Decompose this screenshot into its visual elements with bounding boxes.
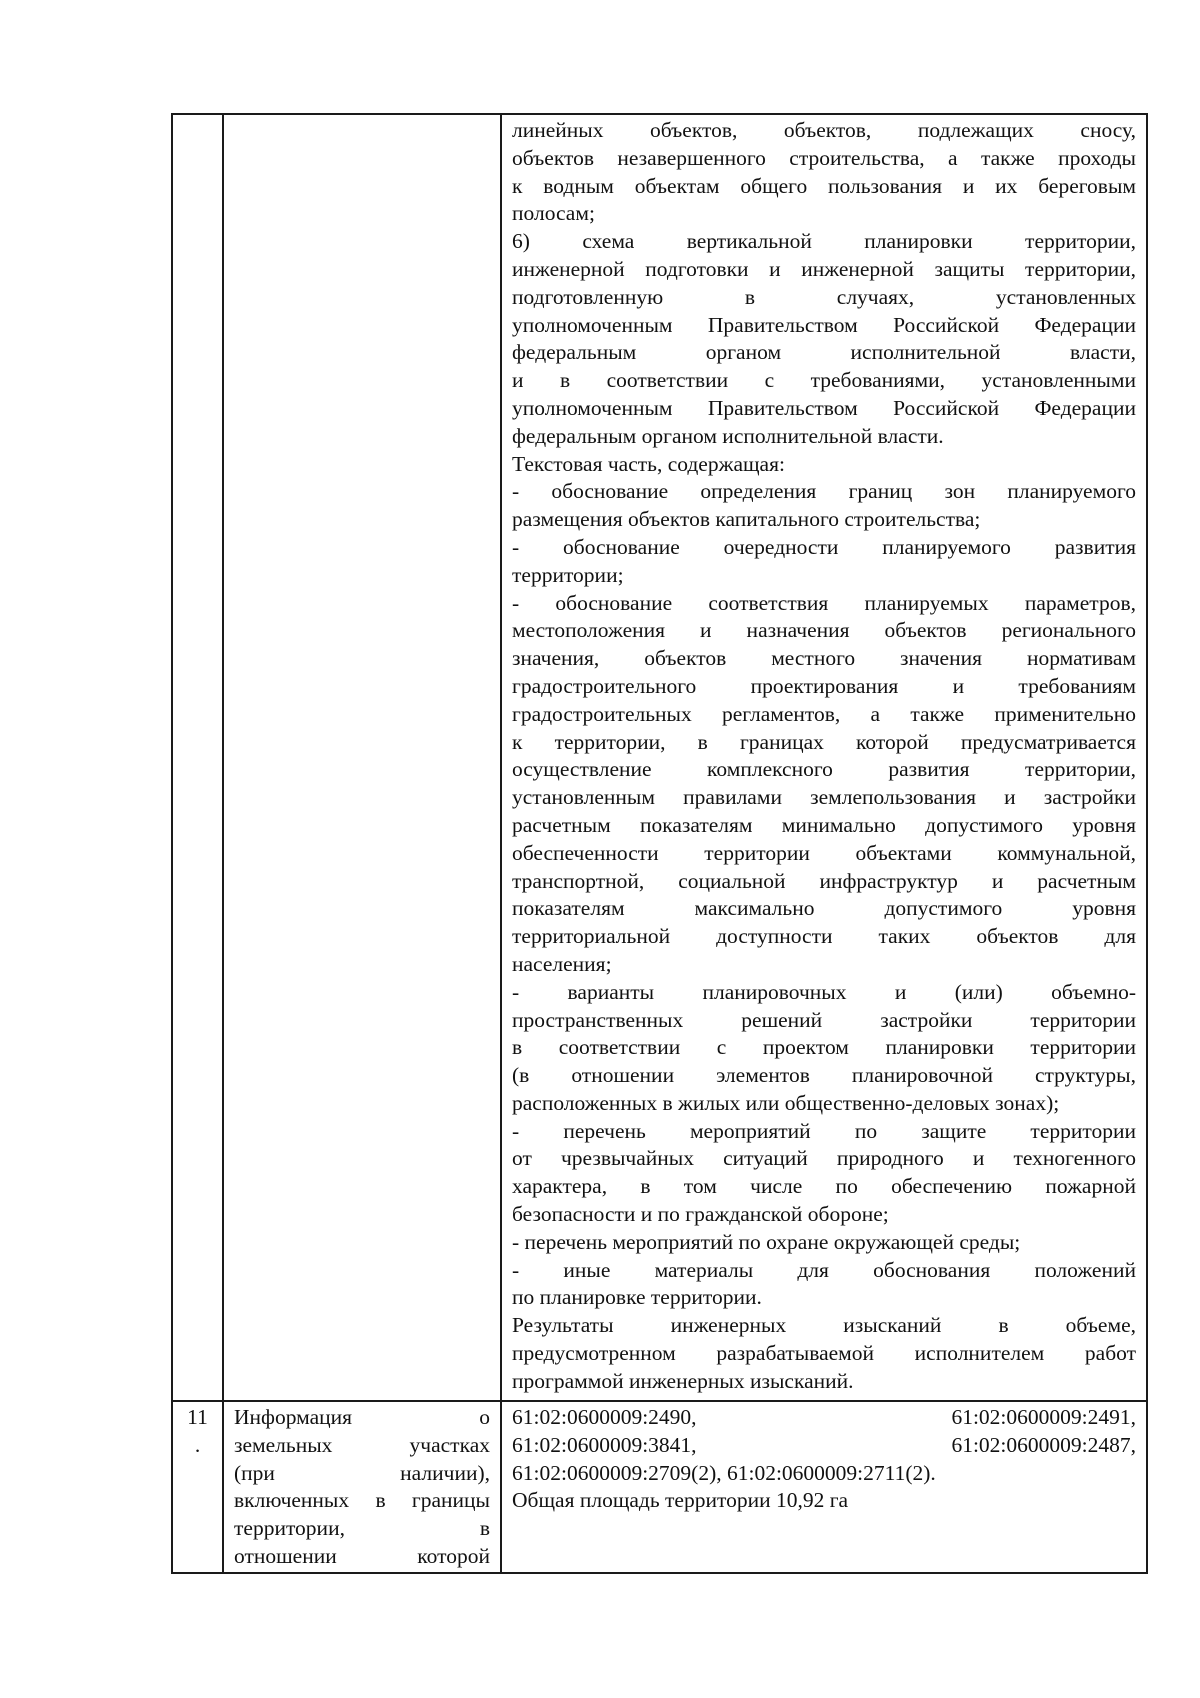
text-line: (при наличии),: [234, 1460, 490, 1485]
text-line: предусмотренном разрабатываемой исполнителем работ: [512, 1341, 1136, 1366]
text-line: обеспеченности территории объектами коммунальной,: [512, 840, 1136, 865]
row-number-cell: [172, 114, 223, 1401]
text-line: показателям максимально допустимого уровня: [512, 896, 1136, 921]
text-line: расчетным показателям минимально допустимого уровня: [512, 812, 1136, 837]
text-line: - обоснование определения границ зон планируемого: [512, 479, 1136, 504]
text-line: - перечень мероприятий по охране окружающей среды;: [512, 1229, 1021, 1254]
text-line: федеральным органом исполнительной власти.: [512, 423, 944, 448]
text-line: - обоснование соответствия планируемых параметров,: [512, 590, 1136, 615]
text-line: по планировке территории.: [512, 1285, 762, 1310]
row-number-cell: [172, 1401, 223, 1573]
text-line: инженерной подготовки и инженерной защиты территории,: [512, 256, 1136, 281]
text-line: Текстовая часть, содержащая:: [512, 451, 785, 476]
text-line: уполномоченным Правительством Российской Федерации: [512, 312, 1136, 337]
text-line: полосам;: [512, 201, 595, 226]
text-line: значения, объектов местного значения нормативам: [512, 646, 1136, 671]
text-line: 61:02:0600009:2490, 61:02:0600009:2491,: [512, 1405, 1136, 1429]
row-value-cell: [501, 1401, 1147, 1573]
text-line: Общая площадь территории 10,92 га: [512, 1488, 849, 1513]
row-number: .: [194, 1432, 201, 1457]
text-line: Информация о: [234, 1405, 490, 1429]
text-line: программой инженерных изысканий.: [512, 1368, 854, 1393]
text-line: 61:02:0600009:2709(2), 61:02:0600009:2711(2).: [512, 1460, 936, 1485]
text-line: размещения объектов капитального строительства;: [512, 507, 981, 532]
text-line: пространственных решений застройки территории: [512, 1007, 1136, 1032]
text-line: территориальной доступности таких объектов для: [512, 924, 1136, 949]
text-line: уполномоченным Правительством Российской Федерации: [512, 395, 1136, 420]
text-line: к территории, в границах которой предусматривается: [512, 729, 1136, 754]
text-line: градостроительного проектирования и требованиям: [512, 673, 1136, 698]
text-line: отношении которой: [234, 1543, 490, 1568]
text-line: транспортной, социальной инфраструктур и расчетным: [512, 868, 1136, 893]
text-line: - обоснование очередности планируемого развития: [512, 534, 1136, 559]
text-line: осуществление комплексного развития территории,: [512, 757, 1136, 782]
text-line: (в отношении элементов планировочной структуры,: [512, 1063, 1136, 1088]
table-row-11: [172, 1401, 1147, 1573]
text-line: безопасности и по гражданской обороне;: [512, 1202, 889, 1227]
text-line: к водным объектам общего пользования и их береговым: [512, 173, 1136, 198]
text-line: 61:02:0600009:3841, 61:02:0600009:2487,: [512, 1432, 1136, 1457]
text-line: территории;: [512, 562, 624, 587]
requirements-table: [171, 113, 1148, 1574]
row-name-cell: [223, 114, 501, 1401]
text-line: включенных в границы: [234, 1488, 490, 1513]
row-number: 11: [187, 1405, 208, 1429]
text-line: федеральным органом исполнительной власти,: [512, 340, 1136, 365]
text-line: установленным правилами землепользования и застройки: [512, 785, 1136, 810]
text-line: - иные материалы для обоснования положений: [512, 1257, 1136, 1282]
row-value-cell: [501, 114, 1147, 1401]
text-line: градостроительных регламентов, а также применительно: [512, 701, 1136, 726]
text-line: в соответствии с проектом планировки территории: [512, 1035, 1136, 1060]
text-line: 6) схема вертикальной планировки территории,: [512, 229, 1136, 254]
text-line: Результаты инженерных изысканий в объеме,: [512, 1313, 1136, 1338]
text-line: линейных объектов, объектов, подлежащих сносу,: [512, 118, 1136, 142]
text-line: и в соответствии с требованиями, установленными: [512, 368, 1136, 393]
text-line: населения;: [512, 951, 612, 976]
text-line: характера, в том числе по обеспечению пожарной: [512, 1174, 1136, 1199]
text-line: расположенных в жилых или общественно-деловых зонах);: [512, 1090, 1060, 1115]
text-line: земельных участках: [234, 1432, 490, 1457]
text-line: объектов незавершенного строительства, а также проходы: [512, 145, 1136, 170]
text-line: от чрезвычайных ситуаций природного и техногенного: [512, 1146, 1136, 1171]
text-line: - перечень мероприятий по защите территории: [512, 1118, 1136, 1143]
text-line: местоположения и назначения объектов регионального: [512, 618, 1136, 643]
text-line: подготовленную в случаях, установленных: [512, 284, 1136, 309]
row-name-cell: [223, 1401, 501, 1573]
text-line: - варианты планировочных и (или) объемно-: [512, 979, 1136, 1004]
table-row-continued: [172, 114, 1147, 1401]
text-line: территории, в: [234, 1516, 490, 1541]
